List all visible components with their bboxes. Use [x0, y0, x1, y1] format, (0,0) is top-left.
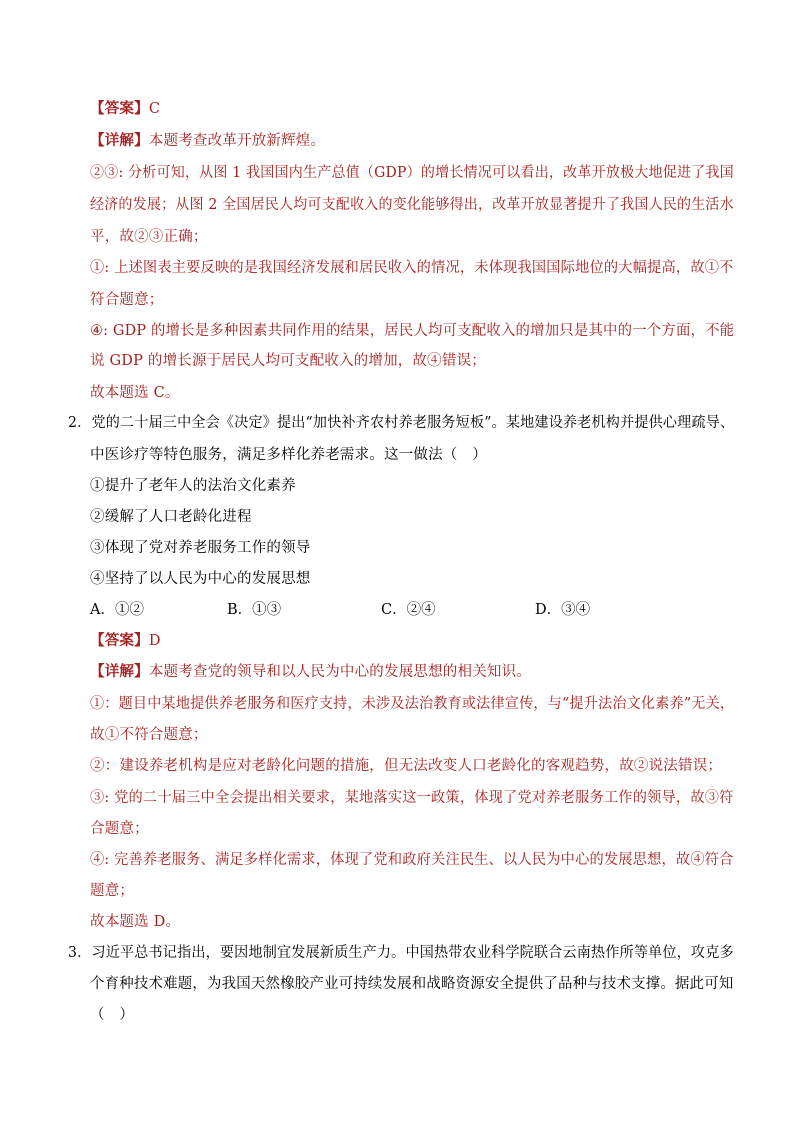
q2-item: ④坚持了以人民为中心的发展思想 [90, 571, 311, 587]
q2-detail-text: ③: 党的二十届三中全会提出相关要求，某地落实这一政策，体现了党对养老服务工作的领导，故③符 [90, 790, 734, 806]
q2-detail-line [90, 662, 531, 682]
q2-detail-text: ④: 完善养老服务、满足多样化需求，体现了党和政府关注民生、以人民为中心的发展思想，故④符合 [90, 852, 734, 868]
q2-detail-text: 题意； [90, 883, 135, 899]
q1-detail-line [90, 131, 325, 151]
q1-conclusion: 故本题选 C。 [90, 385, 180, 401]
q1-detail-text: ④: GDP 的增长是多种因素共同作用的结果，居民人均可支配收入的增加只是其中的一个方面，不能 [90, 323, 735, 339]
q2-stem-line: 中医诊疗等特色服务，满足多样化养老需求。这一做法（ ） [90, 447, 487, 463]
question-number: 3． [68, 945, 92, 961]
q2-detail-text: 故①不符合题意； [90, 727, 208, 743]
question-stem: 习近平总书记指出，要因地制宜发展新质生产力。中国热带农业科学院联合云南热作所等单位，攻克多 [91, 945, 734, 961]
q2-answer-line [90, 631, 161, 651]
q1-detail-text: ②③: 分析可知，从图 1 我国国内生产总值（GDP）的增长情况可以看出，改革开放极大地促进了我国 [90, 165, 734, 181]
q2-item: ①提升了老年人的法治文化素养 [90, 478, 296, 494]
q1-detail-text: 符合题意； [90, 292, 164, 308]
q2-option-d: D．③④ [535, 602, 591, 618]
answer-value: D [148, 633, 161, 649]
q1-detail-text: 说 GDP 的增长源于居民人均可支配收入的增加，故④错误； [90, 353, 486, 369]
detail-tag: 【详解】 [90, 663, 149, 680]
q2-item: ②缓解了人口老龄化进程 [90, 509, 252, 525]
q2-detail-text: ①：题目中某地提供养老服务和医疗支持，未涉及法治教育或法律宣传，与“提升法治文化素养”无关， [90, 696, 735, 712]
detail-intro: 本题考查党的领导和以人民为中心的发展思想的相关知识。 [148, 664, 532, 680]
q2-item: ③体现了党对养老服务工作的领导 [90, 540, 311, 556]
detail-intro: 本题考查改革开放新辉煌。 [148, 133, 326, 149]
q1-detail-text: 经济的发展；从图 2 全国居民人均可支配收入的变化能够得出，改革开放显著提升了我国人民的生活水 [90, 197, 734, 213]
answer-tag: 【答案】 [90, 100, 149, 117]
q3-stem-line [68, 943, 734, 963]
q1-detail-text: 平，故②③正确； [90, 229, 208, 245]
q2-option-b: B．①③ [227, 602, 282, 618]
q2-option-a: A．①② [90, 602, 144, 618]
q2-detail-text: ②：建设养老机构是应对老龄化问题的措施，但无法改变人口老龄化的客观趋势，故②说法错误； [90, 758, 723, 774]
q2-stem-line [68, 413, 734, 433]
q3-stem-line: 个育种技术难题，为我国天然橡胶产业可持续发展和战略资源安全提供了品种与技术支撑。据此可知 [90, 976, 734, 992]
answer-tag: 【答案】 [90, 632, 149, 649]
answer-value: C [148, 101, 161, 117]
q2-option-c: C．②④ [381, 602, 436, 618]
q2-detail-text: 合题意； [90, 821, 149, 837]
detail-tag: 【详解】 [90, 132, 149, 149]
question-number: 2． [68, 415, 92, 431]
question-stem: 党的二十届三中全会《决定》提出“加快补齐农村养老服务短板”。某地建设养老机构并提供心理疏导、 [91, 415, 735, 431]
q2-conclusion: 故本题选 D。 [90, 914, 181, 930]
q1-answer-line [90, 99, 160, 119]
q1-detail-text: ①: 上述图表主要反映的是我国经济发展和居民收入的情况，未体现我国国际地位的大幅提高，故①不 [90, 260, 734, 276]
q3-stem-line: （ ） [90, 1007, 135, 1023]
